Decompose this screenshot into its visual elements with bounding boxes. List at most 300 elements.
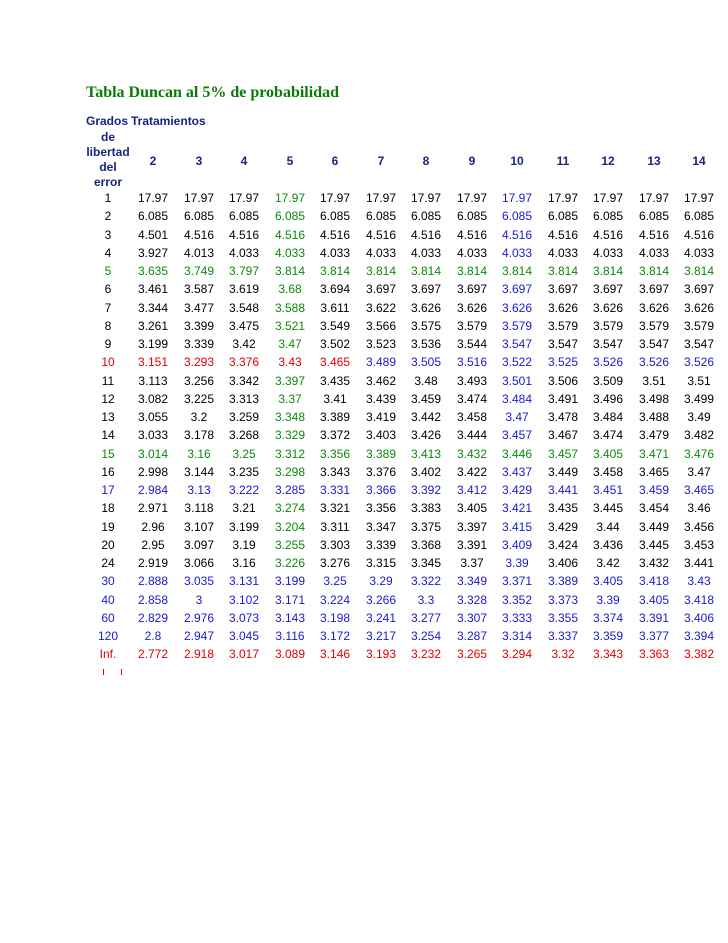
value-cell: 3.089 xyxy=(274,647,306,662)
value-cell: 3.814 xyxy=(274,264,306,278)
column-header-10: 10 xyxy=(510,154,524,168)
value-cell: 3.017 xyxy=(228,647,260,662)
value-cell: 2.95 xyxy=(141,537,165,552)
value-cell: 3.453 xyxy=(683,537,715,552)
value-cell: 4.033 xyxy=(501,245,533,260)
table-row xyxy=(86,189,726,207)
table-row xyxy=(86,445,726,463)
value-cell: 3.432 xyxy=(456,446,488,461)
value-cell: 3.465 xyxy=(683,483,715,497)
value-cell: 4.033 xyxy=(274,245,306,260)
value-cell: 3.579 xyxy=(547,318,579,333)
red-tick-mark xyxy=(121,669,122,675)
value-cell: 3.697 xyxy=(410,282,442,297)
value-cell: 3.315 xyxy=(365,556,397,570)
value-cell: 3.371 xyxy=(501,574,533,589)
value-cell: 3.16 xyxy=(232,556,256,570)
table-row xyxy=(86,609,726,627)
value-cell: 3.467 xyxy=(547,428,579,443)
value-cell: 3.484 xyxy=(592,410,624,424)
value-cell: 2.858 xyxy=(137,592,169,607)
value-cell: 4.033 xyxy=(319,245,351,260)
value-cell: 3.313 xyxy=(228,391,260,406)
value-cell: 3.368 xyxy=(410,537,442,552)
value-cell: 6.085 xyxy=(228,209,260,224)
value-cell: 3.68 xyxy=(278,282,302,297)
value-cell: 2.947 xyxy=(183,629,215,643)
value-cell: 3.199 xyxy=(137,337,169,351)
df-cell: 13 xyxy=(101,410,115,424)
value-cell: 3.403 xyxy=(365,428,397,443)
value-cell: 3.265 xyxy=(456,647,488,662)
value-cell: 3.348 xyxy=(274,410,306,424)
value-cell: 2.772 xyxy=(137,647,169,662)
value-cell: 3.432 xyxy=(638,556,670,570)
value-cell: 3.484 xyxy=(501,391,533,406)
value-cell: 3.344 xyxy=(137,300,169,315)
value-cell: 3.151 xyxy=(137,355,169,370)
value-cell: 3.48 xyxy=(414,373,438,388)
value-cell: 3.927 xyxy=(137,245,169,260)
column-header-8: 8 xyxy=(422,154,430,168)
value-cell: 4.516 xyxy=(547,227,579,242)
value-cell: 3.579 xyxy=(638,318,670,333)
value-cell: 3.449 xyxy=(638,519,670,534)
value-cell: 2.998 xyxy=(137,464,169,479)
df-cell: 4 xyxy=(104,245,112,260)
value-cell: 3.435 xyxy=(319,373,351,388)
value-cell: 3.172 xyxy=(319,629,351,643)
value-cell: 3.697 xyxy=(638,282,670,297)
value-cell: 3.356 xyxy=(365,501,397,516)
value-cell: 3.465 xyxy=(638,464,670,479)
column-header-13: 13 xyxy=(647,154,661,168)
value-cell: 3.579 xyxy=(683,318,715,333)
df-cell: 7 xyxy=(104,300,112,315)
value-cell: 6.085 xyxy=(365,209,397,224)
value-cell: 3.694 xyxy=(319,282,351,297)
value-cell: 3.339 xyxy=(183,337,215,351)
value-cell: 3.479 xyxy=(638,428,670,443)
df-cell: 24 xyxy=(101,556,115,570)
value-cell: 2.829 xyxy=(137,610,169,625)
value-cell: 3.439 xyxy=(365,391,397,406)
value-cell: 3.266 xyxy=(365,592,397,607)
value-cell: 3.225 xyxy=(183,391,215,406)
table-row xyxy=(86,481,726,499)
value-cell: 3.426 xyxy=(410,428,442,443)
value-cell: 3.131 xyxy=(228,574,260,589)
value-cell: 4.033 xyxy=(456,245,488,260)
value-cell: 3.588 xyxy=(274,300,306,315)
value-cell: 17.97 xyxy=(228,191,260,205)
value-cell: 4.516 xyxy=(365,227,397,242)
value-cell: 3.505 xyxy=(410,355,442,370)
table-row xyxy=(86,262,726,280)
value-cell: 4.033 xyxy=(547,245,579,260)
df-cell: 1 xyxy=(104,191,112,205)
table-row xyxy=(86,390,726,408)
value-cell: 6.085 xyxy=(183,209,215,224)
value-cell: 3.383 xyxy=(410,501,442,516)
value-cell: 3.457 xyxy=(547,446,579,461)
value-cell: 4.516 xyxy=(319,227,351,242)
value-cell: 3.579 xyxy=(592,318,624,333)
value-cell: 3.456 xyxy=(683,519,715,534)
value-cell: 3.41 xyxy=(323,391,347,406)
value-cell: 3.496 xyxy=(592,391,624,406)
df-cell: 17 xyxy=(101,483,115,497)
value-cell: 3.16 xyxy=(187,446,211,461)
value-cell: 3.321 xyxy=(319,501,351,516)
value-cell: 3.391 xyxy=(456,537,488,552)
value-cell: 3.697 xyxy=(547,282,579,297)
value-cell: 3.355 xyxy=(547,610,579,625)
value-cell: 3.073 xyxy=(228,610,260,625)
column-header-12: 12 xyxy=(601,154,615,168)
value-cell: 3.814 xyxy=(410,264,442,278)
value-cell: 3.626 xyxy=(638,300,670,315)
value-cell: 17.97 xyxy=(501,191,533,205)
value-cell: 3.254 xyxy=(410,629,442,643)
value-cell: 3.499 xyxy=(683,391,715,406)
value-cell: 3.549 xyxy=(319,318,351,333)
value-cell: 3.51 xyxy=(642,373,666,388)
value-cell: 3.376 xyxy=(365,464,397,479)
value-cell: 3.399 xyxy=(183,318,215,333)
value-cell: 3.235 xyxy=(228,464,260,479)
value-cell: 3.429 xyxy=(501,483,533,497)
value-cell: 4.033 xyxy=(683,245,715,260)
value-cell: 3.287 xyxy=(456,629,488,643)
value-cell: 4.033 xyxy=(365,245,397,260)
df-cell: 8 xyxy=(104,318,112,333)
value-cell: 3.547 xyxy=(592,337,624,351)
value-cell: 3.622 xyxy=(365,300,397,315)
value-cell: 3.276 xyxy=(319,556,351,570)
value-cell: 3.389 xyxy=(547,574,579,589)
value-cell: 3.413 xyxy=(410,446,442,461)
value-cell: 17.97 xyxy=(456,191,488,205)
value-cell: 17.97 xyxy=(592,191,624,205)
value-cell: 3.397 xyxy=(456,519,488,534)
value-cell: 3.311 xyxy=(320,519,350,534)
value-cell: 3.375 xyxy=(410,519,442,534)
value-cell: 3.293 xyxy=(183,355,215,370)
value-cell: 3.465 xyxy=(319,355,351,370)
value-cell: 3.626 xyxy=(410,300,442,315)
value-cell: 3.547 xyxy=(683,337,715,351)
value-cell: 3.224 xyxy=(319,592,351,607)
value-cell: 3.502 xyxy=(319,337,351,351)
value-cell: 3.548 xyxy=(228,300,260,315)
value-cell: 3.204 xyxy=(274,519,306,534)
value-cell: 3.294 xyxy=(501,647,533,662)
df-cell: 14 xyxy=(101,428,115,443)
column-header-7: 7 xyxy=(377,154,385,168)
df-cell: 10 xyxy=(101,355,115,370)
table-row xyxy=(86,226,726,244)
value-cell: 3.626 xyxy=(683,300,715,315)
value-cell: 3.491 xyxy=(547,391,579,406)
value-cell: 4.033 xyxy=(592,245,624,260)
value-cell: 3.419 xyxy=(365,410,397,424)
value-cell: 3.199 xyxy=(228,519,260,534)
value-cell: 2.888 xyxy=(137,574,169,589)
value-cell: 3.066 xyxy=(183,556,215,570)
value-cell: 3.509 xyxy=(592,373,624,388)
value-cell: 3.814 xyxy=(365,264,397,278)
value-cell: 3.475 xyxy=(228,318,260,333)
value-cell: 3.014 xyxy=(137,446,169,461)
value-cell: 3.429 xyxy=(547,519,579,534)
df-cell: 16 xyxy=(101,464,115,479)
value-cell: 3.437 xyxy=(501,464,533,479)
value-cell: 3.343 xyxy=(319,464,351,479)
value-cell: 3.21 xyxy=(232,501,256,516)
value-cell: 3.29 xyxy=(369,574,393,589)
value-cell: 3.347 xyxy=(365,519,397,534)
grados-line: del xyxy=(99,160,117,174)
value-cell: 3.217 xyxy=(365,629,397,643)
value-cell: 4.516 xyxy=(274,227,306,242)
grados-subheader xyxy=(86,130,130,190)
value-cell: 3.405 xyxy=(592,574,624,589)
value-cell: 3.547 xyxy=(638,337,670,351)
df-cell: 30 xyxy=(101,574,115,589)
value-cell: 3.814 xyxy=(592,264,624,278)
value-cell: 3.441 xyxy=(547,483,579,497)
value-cell: 2.984 xyxy=(137,483,169,497)
value-cell: 2.971 xyxy=(137,501,169,516)
value-cell: 3.47 xyxy=(278,337,302,351)
value-cell: 3.474 xyxy=(456,391,488,406)
value-cell: 3.697 xyxy=(365,282,397,297)
value-cell: 4.033 xyxy=(638,245,670,260)
value-cell: 4.516 xyxy=(456,227,488,242)
value-cell: 4.501 xyxy=(137,227,169,242)
value-cell: 3.526 xyxy=(592,355,624,370)
grados-line: error xyxy=(93,175,122,189)
value-cell: 3.474 xyxy=(592,428,624,443)
table-row xyxy=(86,536,726,554)
value-cell: 3.814 xyxy=(683,264,715,278)
value-cell: 3.178 xyxy=(183,428,215,443)
value-cell: 3.373 xyxy=(547,592,579,607)
value-cell: 3.579 xyxy=(501,318,533,333)
value-cell: 3.526 xyxy=(683,355,715,370)
value-cell: 3.39 xyxy=(596,592,620,607)
df-cell: 11 xyxy=(101,373,115,388)
value-cell: 3.458 xyxy=(456,410,488,424)
value-cell: 3.307 xyxy=(456,610,488,625)
df-cell: 3 xyxy=(104,227,112,242)
value-cell: 6.085 xyxy=(274,209,306,224)
grados-line: de xyxy=(100,130,115,144)
value-cell: 3.442 xyxy=(410,410,442,424)
value-cell: 3.39 xyxy=(505,556,529,570)
value-cell: 3.516 xyxy=(456,355,488,370)
value-cell: 4.516 xyxy=(683,227,715,242)
value-cell: 3.329 xyxy=(274,428,306,443)
value-cell: 3.445 xyxy=(638,537,670,552)
value-cell: 6.085 xyxy=(410,209,442,224)
df-cell: 20 xyxy=(101,537,115,552)
value-cell: 4.516 xyxy=(501,227,533,242)
value-cell: 3.314 xyxy=(501,629,533,643)
value-cell: 4.516 xyxy=(410,227,442,242)
value-cell: 3.424 xyxy=(547,537,579,552)
value-cell: 3.113 xyxy=(138,373,168,388)
value-cell: 3.536 xyxy=(410,337,442,351)
value-cell: 3.471 xyxy=(638,446,670,461)
value-cell: 3.285 xyxy=(274,483,306,497)
value-cell: 3.44 xyxy=(596,519,620,534)
value-cell: 3.523 xyxy=(365,337,397,351)
value-cell: 3.25 xyxy=(232,446,256,461)
value-cell: 3.274 xyxy=(274,501,306,516)
value-cell: 3.506 xyxy=(547,373,579,388)
value-cell: 17.97 xyxy=(547,191,579,205)
table-row xyxy=(86,244,726,262)
value-cell: 3.814 xyxy=(456,264,488,278)
value-cell: 3.097 xyxy=(183,537,215,552)
value-cell: 3.349 xyxy=(456,574,488,589)
value-cell: 3.498 xyxy=(638,391,670,406)
value-cell: 3.343 xyxy=(592,647,624,662)
column-header-6: 6 xyxy=(331,154,339,168)
value-cell: 3.199 xyxy=(274,574,306,589)
table-row xyxy=(86,645,726,663)
value-cell: 3.477 xyxy=(183,300,215,315)
value-cell: 3.366 xyxy=(365,483,397,497)
value-cell: 3.035 xyxy=(183,574,215,589)
value-cell: 3.394 xyxy=(683,629,715,643)
df-cell: 12 xyxy=(101,391,115,406)
value-cell: 3.526 xyxy=(638,355,670,370)
value-cell: 3.626 xyxy=(547,300,579,315)
value-cell: 3.382 xyxy=(683,647,715,662)
value-cell: 3.421 xyxy=(501,501,533,516)
value-cell: 2.96 xyxy=(141,519,165,534)
value-cell: 6.085 xyxy=(456,209,488,224)
value-cell: 4.033 xyxy=(410,245,442,260)
value-cell: 3.814 xyxy=(547,264,579,278)
value-cell: 6.085 xyxy=(592,209,624,224)
value-cell: 3.328 xyxy=(456,592,488,607)
value-cell: 3.033 xyxy=(137,428,169,443)
value-cell: 3.544 xyxy=(456,337,488,351)
table-row xyxy=(86,627,726,645)
value-cell: 3.626 xyxy=(501,300,533,315)
value-cell: 3 xyxy=(195,592,203,607)
value-cell: 3.405 xyxy=(592,446,624,461)
table-row xyxy=(86,426,726,444)
df-cell: 120 xyxy=(97,629,119,643)
column-header-2: 2 xyxy=(149,154,157,168)
value-cell: 3.082 xyxy=(137,391,169,406)
value-cell: 3.389 xyxy=(319,410,351,424)
value-cell: 3.476 xyxy=(683,446,715,461)
column-header-5: 5 xyxy=(286,154,294,168)
value-cell: 17.97 xyxy=(410,191,442,205)
table-row xyxy=(86,408,726,426)
value-cell: 3.436 xyxy=(592,537,624,552)
value-cell: 3.389 xyxy=(365,446,397,461)
tratamientos-header: Tratamientos xyxy=(131,114,206,128)
value-cell: 3.635 xyxy=(137,264,169,278)
value-cell: 6.085 xyxy=(137,209,169,224)
value-cell: 3.46 xyxy=(687,501,711,516)
value-cell: 17.97 xyxy=(137,191,169,205)
value-cell: 3.43 xyxy=(278,355,302,370)
value-cell: 3.42 xyxy=(232,337,256,351)
value-cell: 4.033 xyxy=(228,245,260,260)
value-cell: 3.171 xyxy=(274,592,306,607)
value-cell: 17.97 xyxy=(319,191,351,205)
value-cell: 3.547 xyxy=(501,337,533,351)
table-row xyxy=(86,280,726,298)
table-row xyxy=(86,499,726,517)
value-cell: 3.277 xyxy=(410,610,442,625)
value-cell: 3.261 xyxy=(137,318,169,333)
value-cell: 4.516 xyxy=(592,227,624,242)
value-cell: 6.085 xyxy=(501,209,533,224)
value-cell: 3.619 xyxy=(228,282,260,297)
value-cell: 3.345 xyxy=(410,556,442,570)
value-cell: 3.42 xyxy=(596,556,620,570)
value-cell: 3.118 xyxy=(184,501,214,516)
value-cell: 3.397 xyxy=(274,373,306,388)
value-cell: 3.814 xyxy=(319,264,351,278)
value-cell: 3.19 xyxy=(232,537,256,552)
df-cell: 18 xyxy=(101,501,115,516)
value-cell: 3.143 xyxy=(274,610,306,625)
grados-line: libertad xyxy=(86,145,130,159)
value-cell: 3.579 xyxy=(456,318,488,333)
value-cell: 3.458 xyxy=(592,464,624,479)
value-cell: 3.445 xyxy=(592,501,624,516)
value-cell: 3.566 xyxy=(365,318,397,333)
value-cell: 3.342 xyxy=(228,373,260,388)
value-cell: 3.501 xyxy=(501,373,533,388)
value-cell: 3.045 xyxy=(228,629,260,643)
table-row xyxy=(86,591,726,609)
value-cell: 3.749 xyxy=(183,264,215,278)
value-cell: 3.454 xyxy=(638,501,670,516)
value-cell: 3.626 xyxy=(456,300,488,315)
value-cell: 3.116 xyxy=(275,629,305,643)
value-cell: 3.146 xyxy=(319,647,351,662)
value-cell: 3.055 xyxy=(137,410,169,424)
value-cell: 3.391 xyxy=(638,610,670,625)
value-cell: 4.013 xyxy=(183,245,215,260)
value-cell: 3.226 xyxy=(274,556,306,570)
table-row xyxy=(86,518,726,536)
value-cell: 3.418 xyxy=(638,574,670,589)
value-cell: 3.405 xyxy=(638,592,670,607)
df-cell: 19 xyxy=(101,519,115,534)
value-cell: 3.814 xyxy=(638,264,670,278)
value-cell: 3.697 xyxy=(683,282,715,297)
value-cell: 2.918 xyxy=(183,647,215,662)
value-cell: 6.085 xyxy=(547,209,579,224)
value-cell: 3.268 xyxy=(228,428,260,443)
value-cell: 3.415 xyxy=(501,519,533,534)
value-cell: 3.461 xyxy=(137,282,169,297)
column-header-3: 3 xyxy=(195,154,203,168)
value-cell: 3.376 xyxy=(228,355,260,370)
